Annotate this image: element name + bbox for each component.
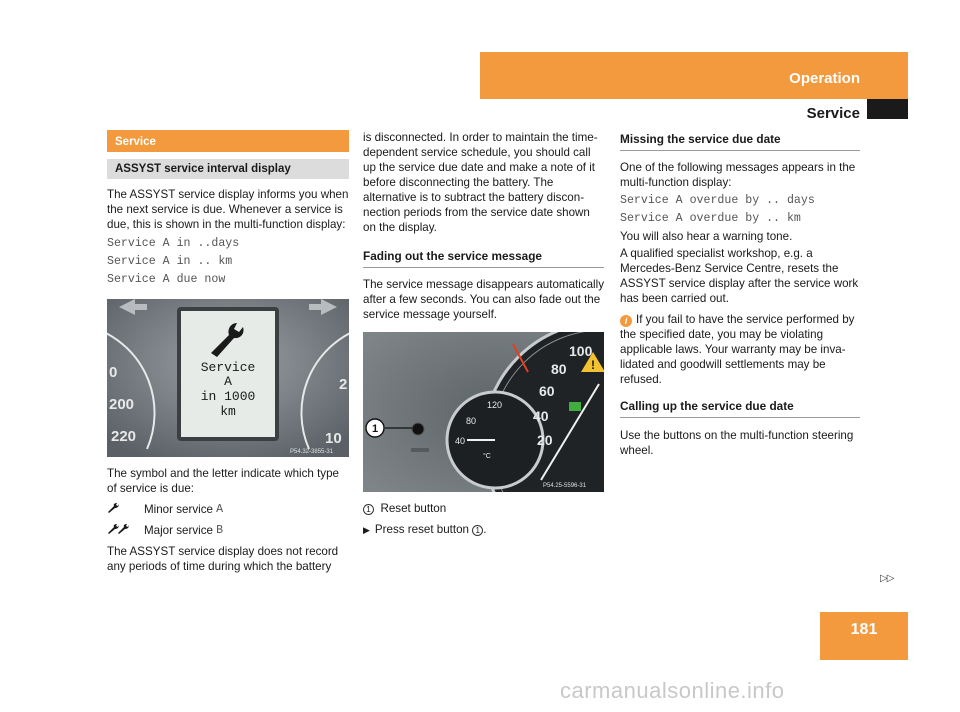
fading-text: The service message disappears automatically after a few seconds. You can also fade out the service message yourself. (363, 278, 605, 321)
message-overdue-km: Service A overdue by .. km (620, 212, 801, 225)
heading-calling-up: Calling up the service due date (620, 399, 860, 418)
chapter-bar (480, 52, 908, 99)
display-line-service: Service (200, 360, 256, 375)
photo-code-1: P54.32-3855-31 (290, 449, 334, 455)
watermark: carmanualsonline.info (560, 678, 785, 703)
gauge-left-label-1: 0 (109, 364, 118, 381)
info-note (620, 312, 860, 387)
cluster-photo (363, 332, 604, 492)
message-overdue-days: Service A overdue by .. days (620, 194, 815, 207)
service-messages (107, 235, 349, 289)
column-3 (620, 130, 860, 458)
major-service-label: Major service (144, 524, 213, 537)
display-line-km: km (220, 404, 236, 419)
assyst-intro: The ASSYST service display informs you when the next service is due. Whenever a service is due, this is shown in the multi-function display: (107, 188, 349, 231)
page-number: 181 (850, 621, 878, 638)
gauge-right-label-1: 2 (339, 376, 348, 393)
major-service-letter: B (216, 524, 224, 537)
major-service-row (107, 523, 349, 538)
calling-up-text: Use the buttons on the multi-function steering wheel. (620, 429, 854, 457)
gauge-right-label-2: 10 (325, 430, 342, 447)
column-2 (363, 130, 604, 538)
page-number-box (820, 612, 908, 660)
minor-service-letter: A (216, 503, 224, 516)
temp-120: 120 (487, 400, 503, 410)
heading-fading-out: Fading out the service message (363, 249, 604, 268)
legend-label: Reset button (380, 502, 447, 515)
speed-40: 40 (533, 408, 549, 424)
display-line-a: A (224, 374, 232, 389)
temp-unit: °C (483, 453, 491, 460)
battery-note-continued: is disconnected. In order to maintain the time-dependent service schedule, you should call up the service due date and make a note of it before disconnecting the battery. The alternative is to subtract the battery disconnection periods from the service date shown on the display. (363, 131, 598, 234)
thumb-tab (867, 99, 908, 119)
temp-80: 80 (466, 416, 477, 426)
photo-code-2: P54.25-5596-31 (543, 483, 587, 489)
reset-button-icon (412, 423, 424, 435)
overdue-messages (620, 192, 860, 228)
message-days: Service A in ..days (107, 237, 240, 250)
subsection-bar-assyst: ASSYST service interval display (107, 159, 349, 179)
column-1 (107, 130, 349, 574)
gauge-left-label-2: 200 (109, 396, 135, 413)
speed-20: 20 (537, 432, 553, 448)
section-title: Service (806, 105, 860, 122)
single-wrench-icon (107, 502, 144, 517)
svg-text:!: ! (591, 358, 595, 372)
speed-60: 60 (539, 383, 555, 399)
legend-number: 1 (363, 504, 374, 515)
minor-service-row (107, 502, 349, 517)
double-wrench-icon (107, 523, 144, 538)
specialist-text: A qualified specialist workshop, e.g. a Mercedes-Benz Service Centre, resets the ASSYST service display after the service work has been carried out. (620, 247, 859, 305)
info-note-text: If you fail to have the service performed by the specified date, you may be violating applicable laws. Your warranty may be invalidated and goodwill settlements may be refused. (620, 313, 855, 386)
warning-tone-text: You will also hear a warning tone. (620, 230, 793, 243)
chapter-title: Operation (789, 70, 860, 87)
step-press-reset: ▶ Press reset button 1 . (363, 523, 487, 536)
light-indicator-icon (569, 402, 581, 411)
section-bar-service: Service (107, 130, 349, 152)
message-km: Service A in .. km (107, 255, 233, 268)
speed-80: 80 (551, 361, 567, 377)
heading-missing-due-date: Missing the service due date (620, 132, 860, 151)
gauge-left-label-3: 220 (111, 428, 137, 445)
step-number: 1 (472, 525, 483, 536)
message-due-now: Service A due now (107, 273, 226, 286)
temp-40: 40 (455, 436, 466, 446)
symbol-explainer: The symbol and the letter indicate which type of service is due: (107, 467, 339, 495)
continue-arrows-icon: ▷▷ (880, 573, 894, 584)
step-text: Press reset button (374, 523, 470, 536)
legend-reset-button (363, 501, 604, 516)
step-arrow-icon: ▶ (363, 525, 370, 535)
display-line-in-1000: in 1000 (200, 389, 256, 404)
display-photo-art (107, 299, 349, 457)
info-icon: i (620, 315, 632, 327)
speed-100: 100 (569, 343, 593, 359)
missing-intro: One of the following messages appears in the multi-function display: (620, 161, 856, 189)
callout-1-number: 1 (371, 423, 379, 435)
display-photo (107, 299, 349, 457)
battery-note-start: The ASSYST service display does not record any periods of time during which the battery (107, 545, 339, 573)
cluster-photo-art (363, 332, 604, 492)
minor-service-label: Minor service (144, 503, 213, 516)
